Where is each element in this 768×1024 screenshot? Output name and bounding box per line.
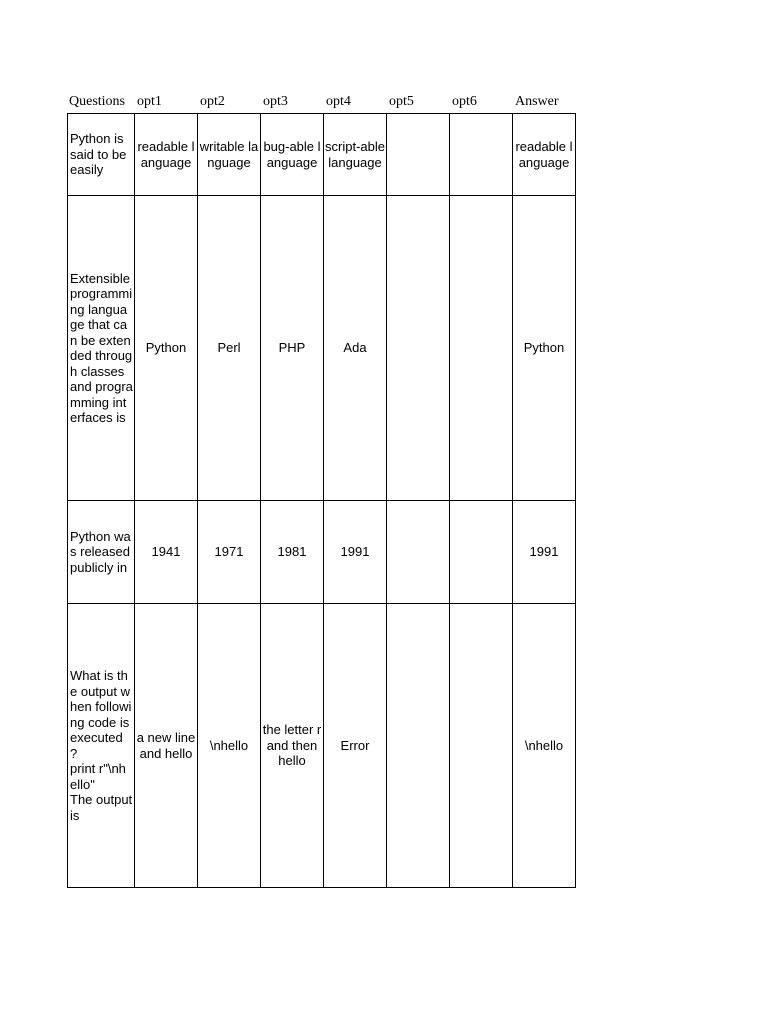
opt6-cell [450,114,513,196]
opt3-cell: the letter r and then hello [261,604,324,888]
question-cell: Python was released publicly in [68,501,135,604]
opt4-cell: Error [324,604,387,888]
opt1-cell: Python [135,196,198,501]
opt2-cell: writable language [198,114,261,196]
opt1-cell: a new line and hello [135,604,198,888]
answer-cell: 1991 [513,501,576,604]
answer-cell: Python [513,196,576,501]
header-opt5: opt5 [389,94,414,109]
opt5-cell [387,196,450,501]
header-opt3: opt3 [263,94,288,109]
opt6-cell [450,196,513,501]
opt2-cell: Perl [198,196,261,501]
opt1-cell: 1941 [135,501,198,604]
opt5-cell [387,501,450,604]
header-opt1: opt1 [137,94,162,109]
opt4-cell: Ada [324,196,387,501]
question-cell: Python is said to be easily [68,114,135,196]
table-row [68,604,576,888]
answer-cell: readable language [513,114,576,196]
header-row [68,94,576,112]
opt4-cell: 1991 [324,501,387,604]
header-opt4: opt4 [326,94,351,109]
answer-cell: \nhello [513,604,576,888]
header-opt6: opt6 [452,94,477,109]
header-opt2: opt2 [200,94,225,109]
opt3-cell: PHP [261,196,324,501]
opt6-cell [450,501,513,604]
table-row [68,196,576,501]
opt2-cell: 1971 [198,501,261,604]
opt4-cell: script-able language [324,114,387,196]
opt3-cell: 1981 [261,501,324,604]
quiz-table [67,113,576,888]
opt1-cell: readable language [135,114,198,196]
opt5-cell [387,114,450,196]
opt6-cell [450,604,513,888]
opt2-cell: \nhello [198,604,261,888]
header-answer: Answer [515,94,559,109]
header-questions: Questions [69,94,125,109]
question-cell: Extensible programming language that can be extended through classes and programming interfaces is [68,196,135,501]
opt5-cell [387,604,450,888]
table-row [68,501,576,604]
question-cell: What is the output when following code is executed ? print r"\nhello" The output is [68,604,135,888]
table-row [68,114,576,196]
opt3-cell: bug-able language [261,114,324,196]
